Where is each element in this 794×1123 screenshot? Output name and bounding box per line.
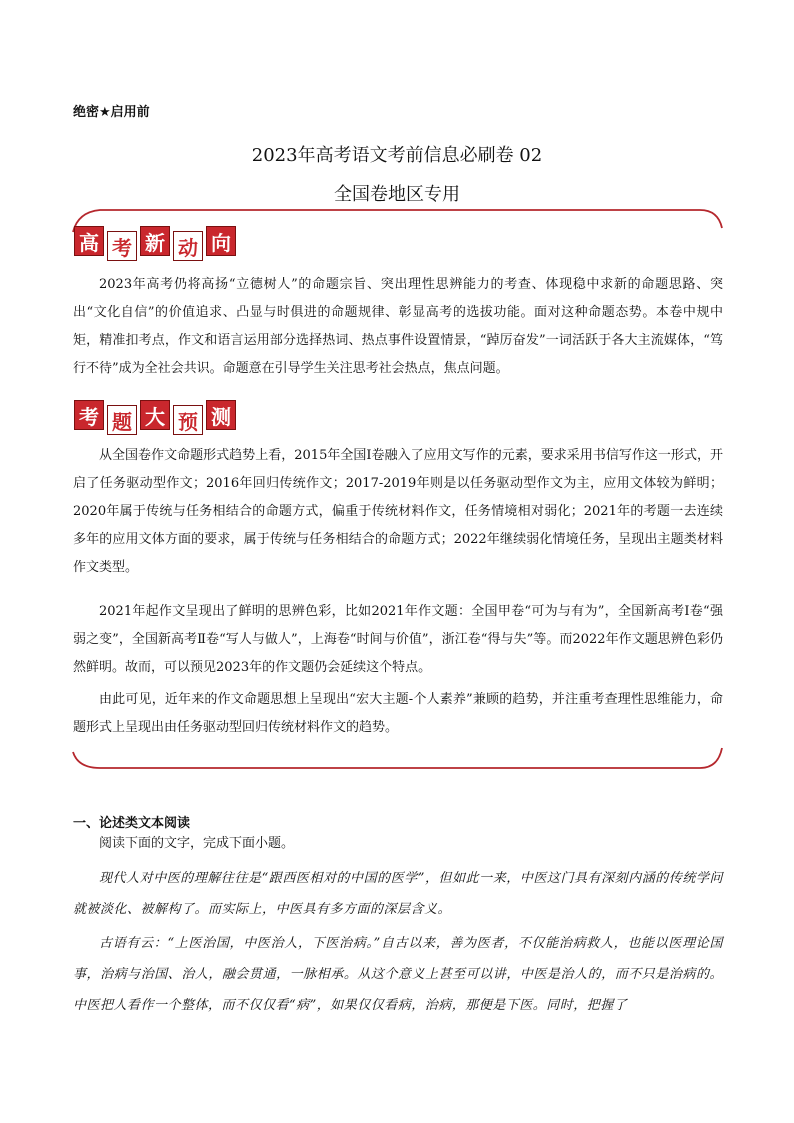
badge-char: 测 <box>206 400 236 430</box>
reading-paragraph-1: 现代人对中医的理解往往是“跟西医相对的中国的医学”，但如此一来，中医这门具有深刻内涵的传统学问就被淡化、被解构了。而实际上，中医具有多方面的深层含义。 <box>73 871 723 917</box>
badge-char: 考 <box>74 400 104 430</box>
confidential-label: 绝密★启用前 <box>73 105 150 120</box>
badge-char: 动 <box>173 231 203 261</box>
badge-char: 新 <box>140 226 170 256</box>
badge-char: 题 <box>107 405 137 435</box>
forecast-badge <box>74 400 239 434</box>
badge-char: 考 <box>107 231 137 261</box>
badge-char: 高 <box>74 226 104 256</box>
reading-instruction: 阅读下面的文字，完成下面小题。 <box>99 836 295 851</box>
page-subtitle: 全国卷地区专用 <box>334 184 460 205</box>
page-title: 2023年高考语文考前信息必刷卷 02 <box>251 145 543 166</box>
badge-char: 向 <box>206 226 236 256</box>
forecast-paragraph-1: 从全国卷作文命题形式趋势上看，2015年全国Ⅰ卷融入了应用文写作的元素，要求采用书信写作这一形式，开启了任务驱动型作文；2016年回归传统作文；2017-2019年则是以任务驱动型作文为主，应用文体较为鲜明；2020年属于传统与任务相结合的命题方式，偏重于传统材料作文，任务情境相对弱化；2021年的考题一去连续多年的应用文体方面的要求，属于传统与任务相结合的命题方式；2022年继续弱化情境任务，呈现出主题类材料作文类型。 <box>73 448 723 575</box>
new-trend-badge <box>74 226 239 260</box>
reading-paragraph-2: 古语有云：“上医治国，中医治人，下医治病。”自古以来，善为医者，不仅能治病救人，也能以医理论国事，治病与治国、治人，融会贯通，一脉相承。从这个意义上甚至可以讲，中医是治人的，而不只是治病的。中医把人看作一个整体，而不仅仅看“病”，如果仅仅看病，治病，那便是下医。同时，把握了 <box>73 936 723 1013</box>
trend-paragraph: 2023年高考仍将高扬“立德树人”的命题宗旨、突出理性思辨能力的考查、体现稳中求新的命题思路、突出“文化自信”的价值追求、凸显与时俱进的命题规律、彰显高考的选拔功能。面对这种命题态势。本卷中规中矩，精准扣考点，作文和语言运用部分选择热词、热点事件设置情景，“踔厉奋发”一词活跃于各大主流媒体，“笃行不待”成为全社会共识。命题意在引导学生关注思考社会热点，焦点问题。 <box>73 277 723 376</box>
frame-bottom-curve <box>73 748 722 768</box>
badge-char: 大 <box>140 400 170 430</box>
forecast-paragraph-3: 由此可见，近年来的作文命题思想上呈现出“宏大主题-个人素养”兼顾的趋势，并注重考查理性思维能力，命题形式上呈现出由任务驱动型回归传统材料作文的趋势。 <box>73 692 723 735</box>
forecast-paragraph-2: 2021年起作文呈现出了鲜明的思辨色彩，比如2021年作文题：全国甲卷“可为与有为”，全国新高考Ⅰ卷“强弱之变”，全国新高考Ⅱ卷“写人与做人”，上海卷“时间与价值”，浙江卷“得与失”等。而2022年作文题思辨色彩仍然鲜明。故而，可以预见2023年的作文题仍会延续这个特点。 <box>73 604 723 675</box>
badge-char: 预 <box>173 405 203 435</box>
section-heading: 一、论述类文本阅读 <box>73 816 191 831</box>
